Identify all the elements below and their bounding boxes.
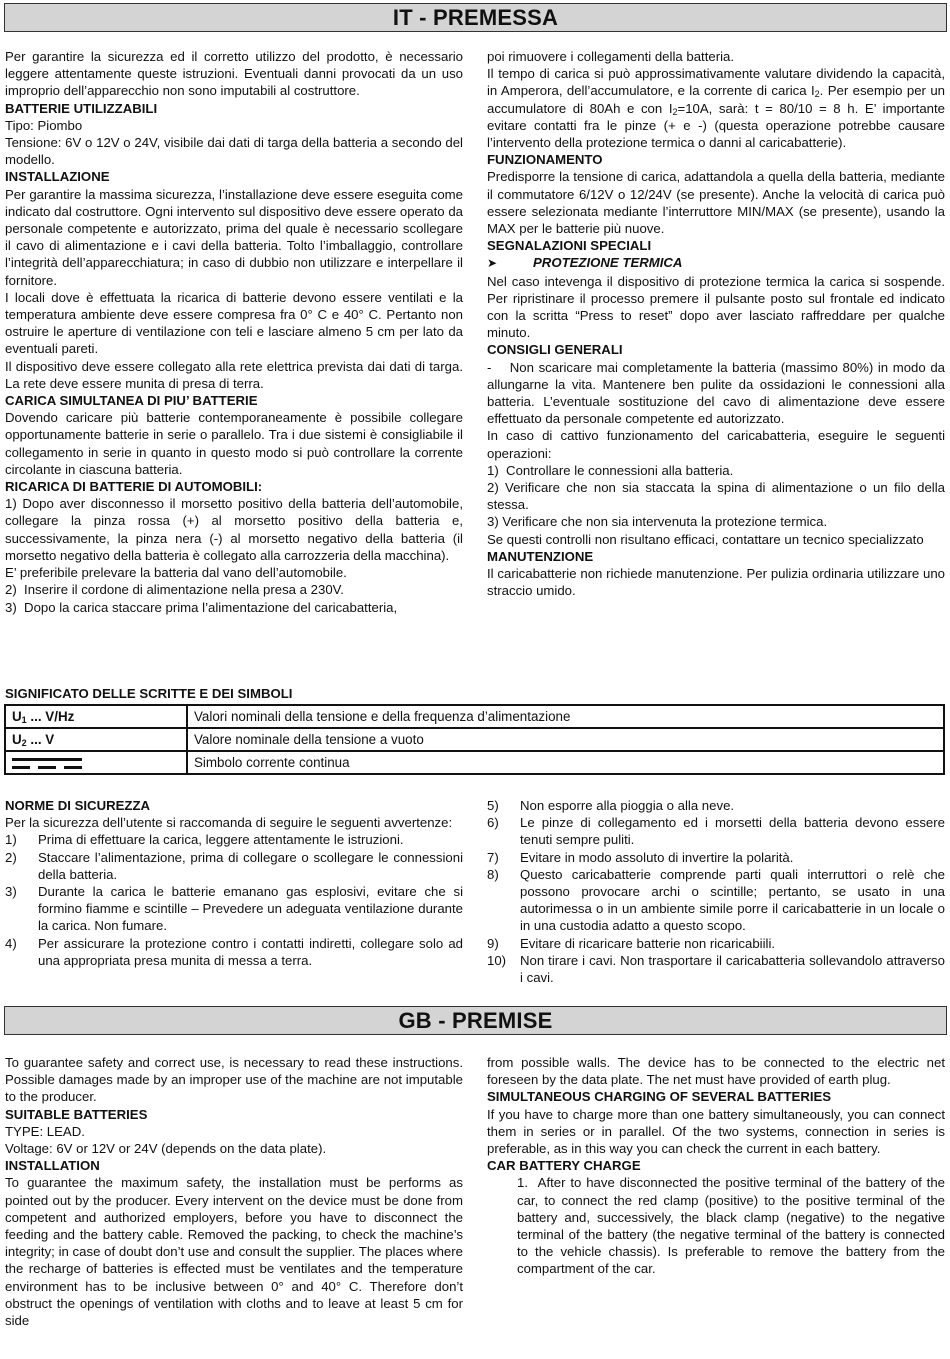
list-item bbox=[487, 935, 945, 952]
it-ricarica-3: 3) Dopo la carica staccare prima l’alimentazione del caricabatteria, bbox=[5, 599, 398, 615]
gb-voltage: Voltage: 6V or 12V or 24V (depends on the data plate). bbox=[5, 1141, 327, 1157]
it-manutenzione: Il caricabatterie non richiede manutenzione. Per pulizia ordinaria utilizzare uno straccio umido. bbox=[487, 566, 945, 599]
list-item-number: 3) bbox=[5, 884, 17, 900]
it-inst1: Per garantire la massima sicurezza, l’installazione deve essere eseguita come indicato dal costruttore. Ogni intervento sul dispositivo deve essere operato da personale competente e autorizzato, prima del quale è necessario scollegare il cavo di alimentazione e i cavi della batteria. Tolto l’imballaggio, controllare l’integrità dell’apparecchiatura; in caso di dubbio non utilizzare e interpellare il fornitore. bbox=[5, 186, 463, 288]
gb-heading-car: CAR BATTERY CHARGE bbox=[487, 1158, 641, 1174]
it-consigli-2: In caso di cattivo funzionamento del caricabatteria, eseguire le seguenti operazioni: bbox=[487, 428, 945, 461]
list-item-number: 10) bbox=[487, 952, 507, 968]
symbols-title: SIGNIFICATO DELLE SCRITTE E DEI SIMBOLI bbox=[5, 686, 293, 701]
it-ricarica-2: 2) Inserire il cordone di alimentazione nella presa a 230V. bbox=[5, 582, 344, 598]
it-heading-protezione: ➤ PROTEZIONE TERMICA bbox=[487, 254, 945, 272]
list-item bbox=[5, 883, 463, 935]
it-section-title: IT - PREMESSA bbox=[4, 3, 947, 32]
it-intro: Per garantire la sicurezza ed il corretto utilizzo del prodotto, è necessario leggere attentamente queste istruzioni. Eventuali danni provocati da un uso improprio dell’apparecchio non sono imputabili al costruttore. bbox=[5, 49, 463, 99]
it-ricarica-1: 1) Dopo aver disconnesso il morsetto positivo della batteria dell’automobile, collegare la pinza rossa (+) al morsetto positivo della batteria e, successivamente, la pinza nera (-) al morsetto negativo della batteria (il morsetto negativo della batteria è collegato alla carrozzeria della macchina). bbox=[5, 496, 463, 563]
list-item-text: Questo caricabatterie comprende parti quali interruttori o relè che possono provocare archi o scintille; pertanto, se usato in una autorimessa o in un ambiente simile porre il caricabatterie in un locale o in una custodia adatto a questo scopo. bbox=[520, 866, 945, 934]
list-item-number: 5) bbox=[487, 798, 499, 813]
list-item-number: 7) bbox=[487, 849, 499, 865]
symbol-u1-desc: Valori nominali della tensione e della frequenza d’alimentazione bbox=[187, 705, 944, 728]
it-funzionamento: Predisporre la tensione di carica, adattandola a quella della batteria, mediante il commutatore 6/12V o 12/24V (se presente). Anche la velocità di carica può essere selezionata mediante l’interruttore MIN/MAX (se presente), usando la MAX per le batterie più nuove. bbox=[487, 169, 945, 237]
list-item-number: 4) bbox=[5, 935, 17, 951]
gb-heading-simultaneous: SIMULTANEOUS CHARGING OF SEVERAL BATTERIES bbox=[487, 1089, 832, 1105]
symbol-u1: $U_1$ ... V/Hz bbox=[5, 705, 187, 728]
it-tensione: Tensione: 6V o 12V o 24V, visibile dai dati di targa della batteria a secondo del modello. bbox=[5, 135, 463, 168]
it-tempo: Il tempo di carica si può approssimativamente valutare dividendo la capacità, in Amperora, dell’accumulatore, e la corrente di carica $I_2$. Per esempio per un accumulatore di 80Ah e con $I_2=10A$, sarà: t = 80/10 = 8 h. E’ importante evitare contatti fra le pinze (+ e -) (questa operazione potrebbe causare l’intervento della protezione termica o danni al caricabatterie). bbox=[487, 66, 945, 151]
list-item bbox=[487, 952, 945, 986]
gb-right-column bbox=[487, 1054, 945, 1278]
list-item-text: Durante la carica le batterie emanano gas esplosivi, evitare che si formino fiamme e scintille – Prevedere un adeguata ventilazione durante la carica. Non fumare. bbox=[38, 884, 463, 934]
list-item-text: Non esporre alla pioggia o alla neve. bbox=[520, 798, 735, 813]
it-consigli-1: - Non scaricare mai completamente la batteria (massimo 80%) in modo da allungarne la vita. Mantenere ben pulite da ossidazioni le connessioni alla batteria. L’eventuale sostituzione del cavo di alimentazione deve essere effettuato da personale competente ed autorizzato. bbox=[487, 359, 945, 427]
gb-type: TYPE: LEAD. bbox=[5, 1123, 85, 1139]
it-heading-consigli: CONSIGLI GENERALI bbox=[487, 342, 623, 358]
arrow-bullet-icon: ➤ bbox=[487, 256, 498, 271]
it-inst3: Il dispositivo deve essere collegato alla rete elettrica prevista dai dati di targa. La rete deve essere munita di presa di terra. bbox=[5, 358, 463, 391]
gb-section-title: GB - PREMISE bbox=[4, 1006, 947, 1035]
list-item bbox=[5, 849, 463, 883]
list-item-text: Evitare di ricaricare batterie non ricaricabiili. bbox=[520, 935, 776, 951]
list-item-text: Per assicurare la protezione contro i contatti indiretti, collegare solo ad una appropriata presa munita di messa a terra. bbox=[38, 935, 463, 968]
it-right-column bbox=[487, 48, 945, 600]
gb-continuation: from possible walls. The device has to be connected to the electric net foreseen by the data plate. The net must have provided of earth plug. bbox=[487, 1055, 945, 1088]
it-left-column bbox=[5, 48, 463, 616]
norme-list bbox=[5, 831, 463, 969]
symbol-u2: $U_2$ ... V bbox=[5, 728, 187, 751]
list-item-number: 2) bbox=[5, 849, 17, 865]
norme-list bbox=[487, 797, 945, 986]
list-item bbox=[487, 797, 945, 814]
table-row bbox=[5, 751, 944, 774]
list-item-text: Non tirare i cavi. Non trasportare il caricabatteria sollevandolo attraverso i cavi. bbox=[520, 952, 945, 986]
it-carica: Dovendo caricare più batterie contemporaneamente è possibile collegare opportunamente batterie in serie o parallelo. Tra i due sistemi è consigliabile il collegamento in serie in quanto in questo modo si può controllare la corrente circolante in ciascuna batteria. bbox=[5, 410, 463, 477]
list-item-number: 9) bbox=[487, 935, 499, 951]
list-item-text: Evitare in modo assoluto di invertire la polarità. bbox=[520, 849, 794, 865]
symbol-u2-desc: Valore nominale della tensione a vuoto bbox=[187, 728, 944, 751]
gb-heading-installation: INSTALLATION bbox=[5, 1158, 100, 1174]
list-item bbox=[487, 866, 945, 935]
list-item bbox=[5, 831, 463, 848]
norme-left-column bbox=[5, 797, 463, 969]
table-row bbox=[5, 705, 944, 728]
it-heading-segnalazioni: SEGNALAZIONI SPECIALI bbox=[487, 238, 652, 254]
list-item-number: 8) bbox=[487, 866, 499, 882]
it-inst2: I locali dove è effettuata la ricarica di batterie devono essere ventilati e la temperatura ambiente deve essere compresa fra 0° C e 40° C. Pertanto non ostruire le aperture di ventilazione con teli e lasciare almeno 5 cm per lato da eventuali pareti. bbox=[5, 289, 463, 357]
norme-title: NORME DI SICUREZZA bbox=[5, 798, 151, 813]
list-item-text: Le pinze di collegamento ed i morsetti della batteria devono essere tenuti sempre puliti. bbox=[520, 815, 945, 848]
gb-left-column bbox=[5, 1054, 463, 1329]
it-ricarica-pref: E’ preferibile prelevare la batteria dal vano dell’automobile. bbox=[5, 565, 347, 581]
gb-intro: To guarantee safety and correct use, is necessary to read these instructions. Possible damages made by an improper use of the machine are not imputable to the producer. bbox=[5, 1055, 463, 1105]
list-item-text: Staccare l’alimentazione, prima di collegare o scollegare le connessioni della batteria. bbox=[38, 849, 463, 882]
it-op-3: 3) Verificare che non sia intervenuta la protezione termica. bbox=[487, 514, 828, 530]
list-item bbox=[487, 849, 945, 866]
it-consigli-3: Se questi controlli non risultano efficaci, contattare un tecnico specializzato bbox=[487, 531, 924, 547]
it-protezione: Nel caso intevenga il dispositivo di protezione termica la carica si sospende. Per ripristinare il processo premere il pulsante posto sul frontale ed indicato con la scritta “Press to reset” dopo aver lasciato raffreddare per qualche minuto. bbox=[487, 273, 945, 341]
gb-installation: To guarantee the maximum safety, the installation must be performs as pointed out by the producer. Every intervent on the device must be done from competent and authorized employers, before you have to disconnect the feeding and the battery cable. Removed the packing, to check the machine’s integrity; in case of doubt don’t use and consult the supplier. The places where the recharge of batteries is effected must be ventilates and the temperature environment has to be inclusive between 0° and 40° C. Therefore don’t obstruct the openings of ventilation with cloths and to leave at least 5 cm for side bbox=[5, 1175, 463, 1329]
it-op-2: 2) Verificare che non sia staccata la spina di alimentazione o un filo della stessa. bbox=[487, 480, 945, 513]
it-op-1: 1) Controllare le connessioni alla batteria. bbox=[487, 462, 734, 478]
norme-intro: Per la sicurezza dell’utente si raccomanda di seguire le seguenti avvertenze: bbox=[5, 815, 453, 831]
list-item-number: 1) bbox=[5, 832, 17, 848]
list-item-number: 6) bbox=[487, 815, 499, 831]
dc-symbol-icon bbox=[12, 754, 82, 772]
table-row bbox=[5, 728, 944, 751]
symbols-table bbox=[4, 704, 945, 775]
symbol-dc-desc: Simbolo corrente continua bbox=[187, 751, 944, 774]
gb-heading-suitable: SUITABLE BATTERIES bbox=[5, 1106, 148, 1122]
list-item-text: Prima di effettuare la carica, leggere attentamente le istruzioni. bbox=[38, 832, 404, 848]
list-item bbox=[5, 935, 463, 969]
norme-right-column bbox=[487, 797, 945, 986]
it-heading-ricarica: RICARICA DI BATTERIE DI AUTOMOBILI: bbox=[5, 479, 263, 495]
it-continuation: poi rimuovere i collegamenti della batteria. bbox=[487, 49, 735, 64]
list-item bbox=[487, 814, 945, 848]
it-heading-manutenzione: MANUTENZIONE bbox=[487, 548, 594, 564]
gb-car-1: 1. After to have disconnected the positive terminal of the battery of the car, to connect the red clamp (positive) to the positive terminal of the battery and, successively, the black clamp (negative) to the negative terminal of the battery (the negative terminal of the battery is connected to the vehicle chassis). Is preferable to remove the battery from the compartment of the car. bbox=[517, 1175, 945, 1277]
it-heading-funzionamento: FUNZIONAMENTO bbox=[487, 152, 603, 168]
it-tipo: Tipo: Piombo bbox=[5, 117, 83, 133]
gb-simultaneous: If you have to charge more than one battery simultaneously, you can connect them in series or in parallel. Of the two systems, connection in series is preferable, as in this way you can check the current in each battery. bbox=[487, 1106, 945, 1157]
it-heading-installazione: INSTALLAZIONE bbox=[5, 169, 110, 185]
it-heading-batterie: BATTERIE UTILIZZABILI bbox=[5, 100, 158, 116]
it-heading-carica: CARICA SIMULTANEA DI PIU’ BATTERIE bbox=[5, 393, 258, 409]
